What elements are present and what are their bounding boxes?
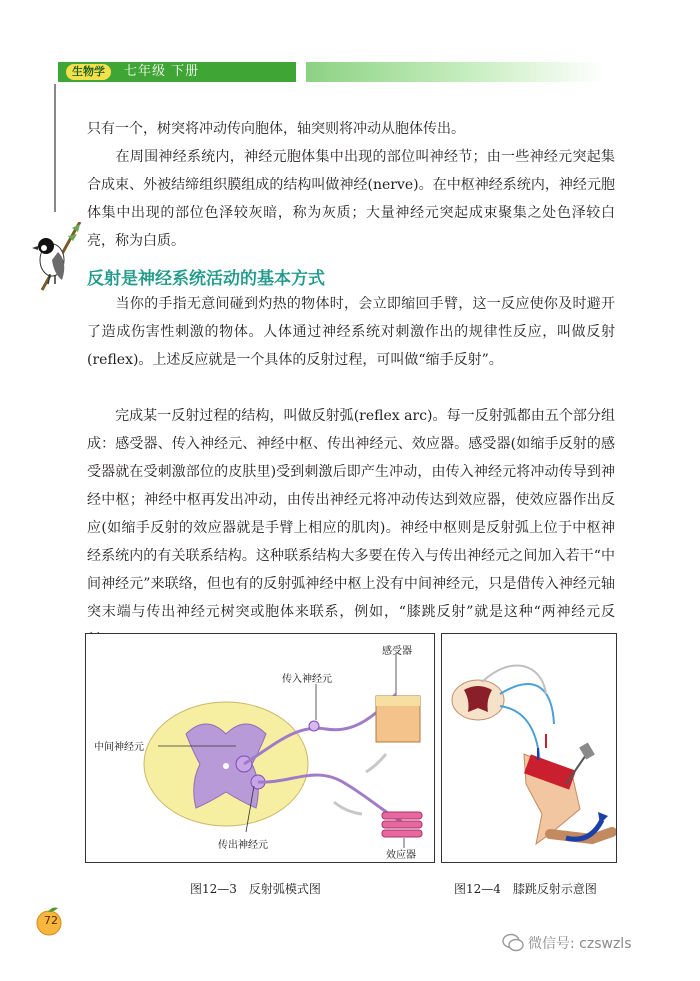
label-afferent-neuron: 传入神经元 [282, 674, 332, 685]
header-bar-gradient [306, 62, 606, 82]
paragraph-4: 完成某一反射过程的结构，叫做反射弧(reflex arc)。每一反射弧都由五个部分组成：感受器、传入神经元、神经中枢、传出神经元、效应器。感受器(如缩手反射的感受器就在受刺激部位的皮肤里)受到刺激后即产生冲动，由传入神经元将冲动传导到神经中枢；神经中枢再发出冲动，由传出神经元将冲动传达到效应器，使效应器作出反应(如缩手反射的效应器就是手臂上相应的肌肉)。神经中枢则是反射弧上位于中枢神经系统内的有关联系结构。这种联系结构大多要在传入与传出神经元之间加入若干“中间神经元”来联络，但也有的反射弧神经中枢上没有中间神经元，只是借传入神经元轴突末端与传出神经元树突或胞体来联系，例如，“膝跳反射”就是这种“两神经元反 [87, 408, 615, 620]
label-receptor: 感受器 [382, 646, 412, 657]
page-number: 72 [44, 914, 58, 927]
wechat-icon [502, 933, 524, 953]
margin-rule [54, 84, 56, 212]
subject-logo: 生物学 [66, 64, 111, 80]
label-efferent-neuron: 传出神经元 [218, 840, 268, 851]
reflex-arc-figure [85, 633, 435, 863]
paragraph-3: 当你的手指无意间碰到灼热的物体时，会立即缩回手臂，这一反应使你及时避开了造成伤害性刺激的物体。人体通过神经系统对刺激作出的规律性反应，叫做反射(reflex)。上述反应就是一个具体的反射过程，可叫做“缩手反射”。 [87, 296, 615, 368]
wechat-watermark: 微信号: czswzls [528, 936, 632, 952]
bird-illustration [28, 222, 84, 292]
label-effector: 效应器 [386, 850, 416, 861]
section-title: 反射是神经系统活动的基本方式 [87, 269, 325, 289]
figure-12-3-caption: 图12—3 反射弧模式图 [190, 882, 321, 896]
label-interneuron: 中间神经元 [94, 742, 144, 753]
paragraph-1: 只有一个，树突将冲动传向胞体，轴突则将冲动从胞体传出。 [87, 121, 465, 137]
knee-jerk-diagram [442, 634, 616, 862]
paragraph-2: 在周围神经系统内，神经元胞体集中出现的部位叫神经节；由一些神经元突起集合成束、外被结缔组织膜组成的结构叫做神经(nerve)。在中枢神经系统内，神经元胞体集中出现的部位色泽较灰暗，称为灰质；大量神经元突起成束聚集之处色泽较白亮，称为白质。 [87, 149, 615, 249]
grade-volume-label: 七年级 下册 [124, 64, 200, 79]
figure-12-4-caption: 图12—4 膝跳反射示意图 [454, 882, 597, 896]
knee-jerk-figure [441, 633, 617, 863]
